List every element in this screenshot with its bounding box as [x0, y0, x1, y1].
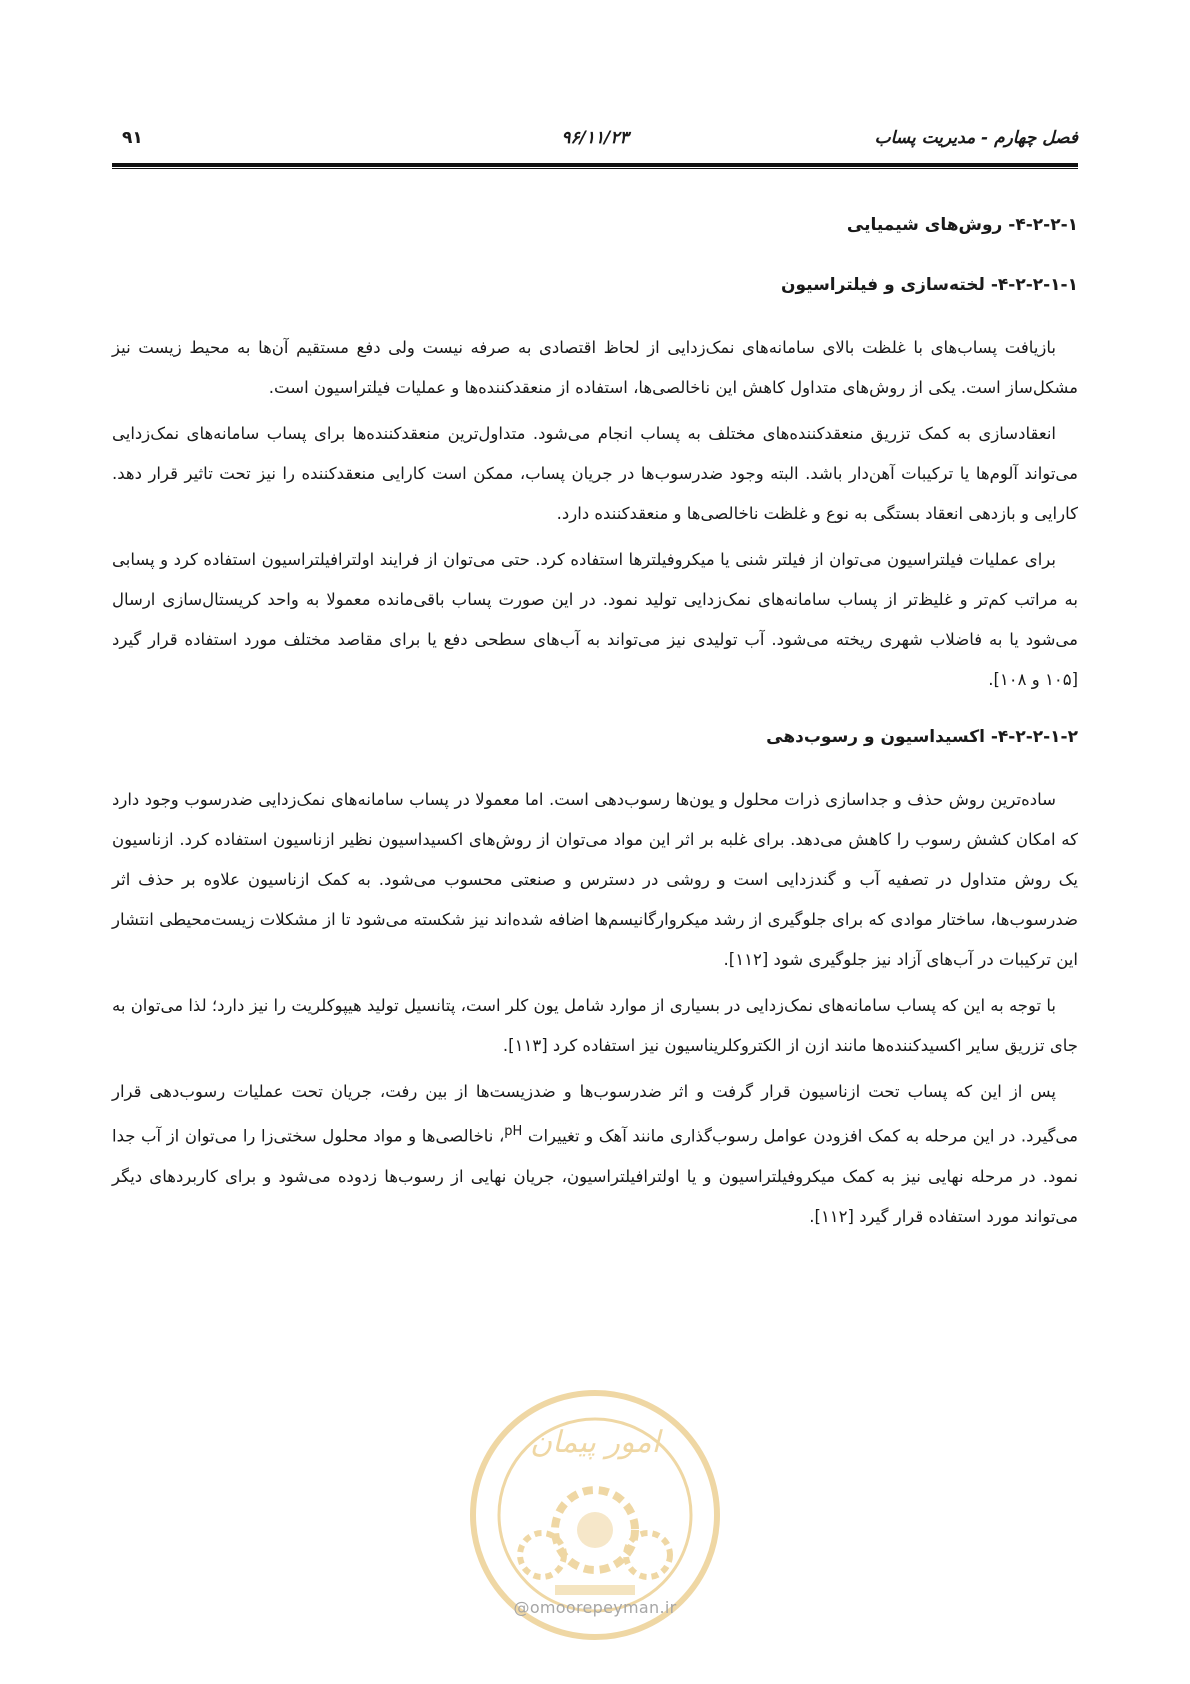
paragraph-3: برای عملیات فیلتراسیون می‌توان از فیلتر شنی یا میکروفیلترها استفاده کرد. حتی می‌توان از فرایند اولترافیلتراسیون استفاده کرد و پسابی به مراتب کم‌تر و غلیظ‌تر از پساب سامانه‌های نمک‌زدایی تولید نمود. در این صورت پساب باقی‌مانده معمولا به واحد کریستال‌سازی ارسال می‌شود یا به فاضلاب شهری ریخته می‌شود. آب تولیدی نیز می‌تواند به آب‌های سطحی دفع یا برای مقاصد مختلف مورد استفاده قرار گیرد [۱۰۵ و ۱۰۸]. [112, 550, 1078, 689]
paragraph-2: انعقادسازی به کمک تزریق منعقدکننده‌های مختلف به پساب انجام می‌شود. متداول‌ترین منعقدکننده‌ها برای پساب سامانه‌های نمک‌زدایی می‌تواند آلوم‌ها یا ترکیبات آهن‌دار باشد. البته وجود ضدرسوب‌ها در جریان پساب، ممکن است کارایی منعقدکننده را نیز تحت تاثیر قرار دهد. کارایی و بازدهی انعقاد بستگی به نوع و غلظت ناخالصی‌ها و منعقدکننده دارد. [112, 424, 1078, 523]
subsection-heading-coagulation: ۴-۲-۲-۱-۱- لخته‌سازی و فیلتراسیون [780, 275, 1078, 295]
page-content [112, 210, 1078, 1243]
subsection-heading-oxidation: ۴-۲-۲-۱-۲- اکسیداسیون و رسوب‌دهی [766, 727, 1078, 747]
paragraph-6-part-a: پس از این که پساب تحت ازناسیون قرار گرفت و اثر ضدرسوب‌ها و ضدزیست‌ها از بین رفت، جریان تحت عملیات رسوب‌دهی قرار می‌گیرد. در این مرحله به کمک افزودن عوامل رسوب‌گذاری مانند آهک و تغییرات [112, 1082, 1078, 1146]
page-number: ۹۱ [122, 128, 143, 148]
paragraph-6 [112, 1072, 1078, 1237]
paragraph-1: بازیافت پساب‌های با غلظت بالای سامانه‌های نمک‌زدایی از لحاظ اقتصادی به صرفه نیست ولی دفع مستقیم آن‌ها به محیط زیست نیز مشکل‌ساز است. یکی از روش‌های متداول کاهش این ناخالصی‌ها، استفاده از منعقدکننده‌ها و عملیات فیلتراسیون است. [112, 338, 1078, 397]
page-header [112, 128, 1078, 158]
ph-symbol: pH [504, 1124, 523, 1139]
header-rule [112, 163, 1078, 169]
paragraph-5: با توجه به این که پساب سامانه‌های نمک‌زدایی در بسیاری از موارد شامل یون کلر است، پتانسیل تولید هیپوکلریت را نیز دارد؛ لذا می‌توان به جای تزریق سایر اکسیدکننده‌ها مانند ازن از الکتروکلریناسیون نیز استفاده کرد [۱۱۳]. [112, 996, 1078, 1055]
section-heading-chemical: ۴-۲-۲-۱- روش‌های شیمیایی [846, 215, 1078, 235]
header-date: ۹۶/۱۱/۲۳ [561, 128, 629, 148]
footer-site-watermark: @omoorepeyman.ir [513, 1598, 677, 1617]
chapter-title: فصل چهارم - مدیریت پساب [874, 128, 1078, 148]
watermark-seal-text: امور پیمان [530, 1425, 660, 1460]
paragraph-6-part-b: ، ناخالصی‌ها و مواد محلول سختی‌زا را می‌توان از آب جدا نمود. در مرحله نهایی نیز به کمک میکروفیلتراسیون و یا اولترافیلتراسیون، جریان نهایی از رسوب‌ها زدوده می‌شود و برای کاربردهای دیگر می‌تواند مورد استفاده قرار گیرد [۱۱۲]. [112, 1126, 1078, 1226]
paragraph-4: ساده‌ترین روش حذف و جداسازی ذرات محلول و یون‌ها رسوب‌دهی است. اما معمولا در پساب سامانه‌های نمک‌زدایی ضدرسوب وجود دارد که امکان کشش رسوب را کاهش می‌دهد. برای غلبه بر اثر این مواد می‌توان از روش‌های اکسیداسیون نظیر ازناسیون استفاده کرد. ازناسیون یک روش متداول در تصفیه آب و گندزدایی است و روشی در دسترس و صنعتی محسوب می‌شود. به کمک ازناسیون علاوه بر حذف اثر ضدرسوب‌ها، ساختار موادی که برای جلوگیری از رشد میکروارگانیسم‌ها اضافه شده‌اند نیز شکسته می‌شود تا از مشکلات زیست‌محیطی انتشار این ترکیبات در آب‌های آزاد نیز جلوگیری شود [۱۱۲]. [112, 790, 1078, 969]
